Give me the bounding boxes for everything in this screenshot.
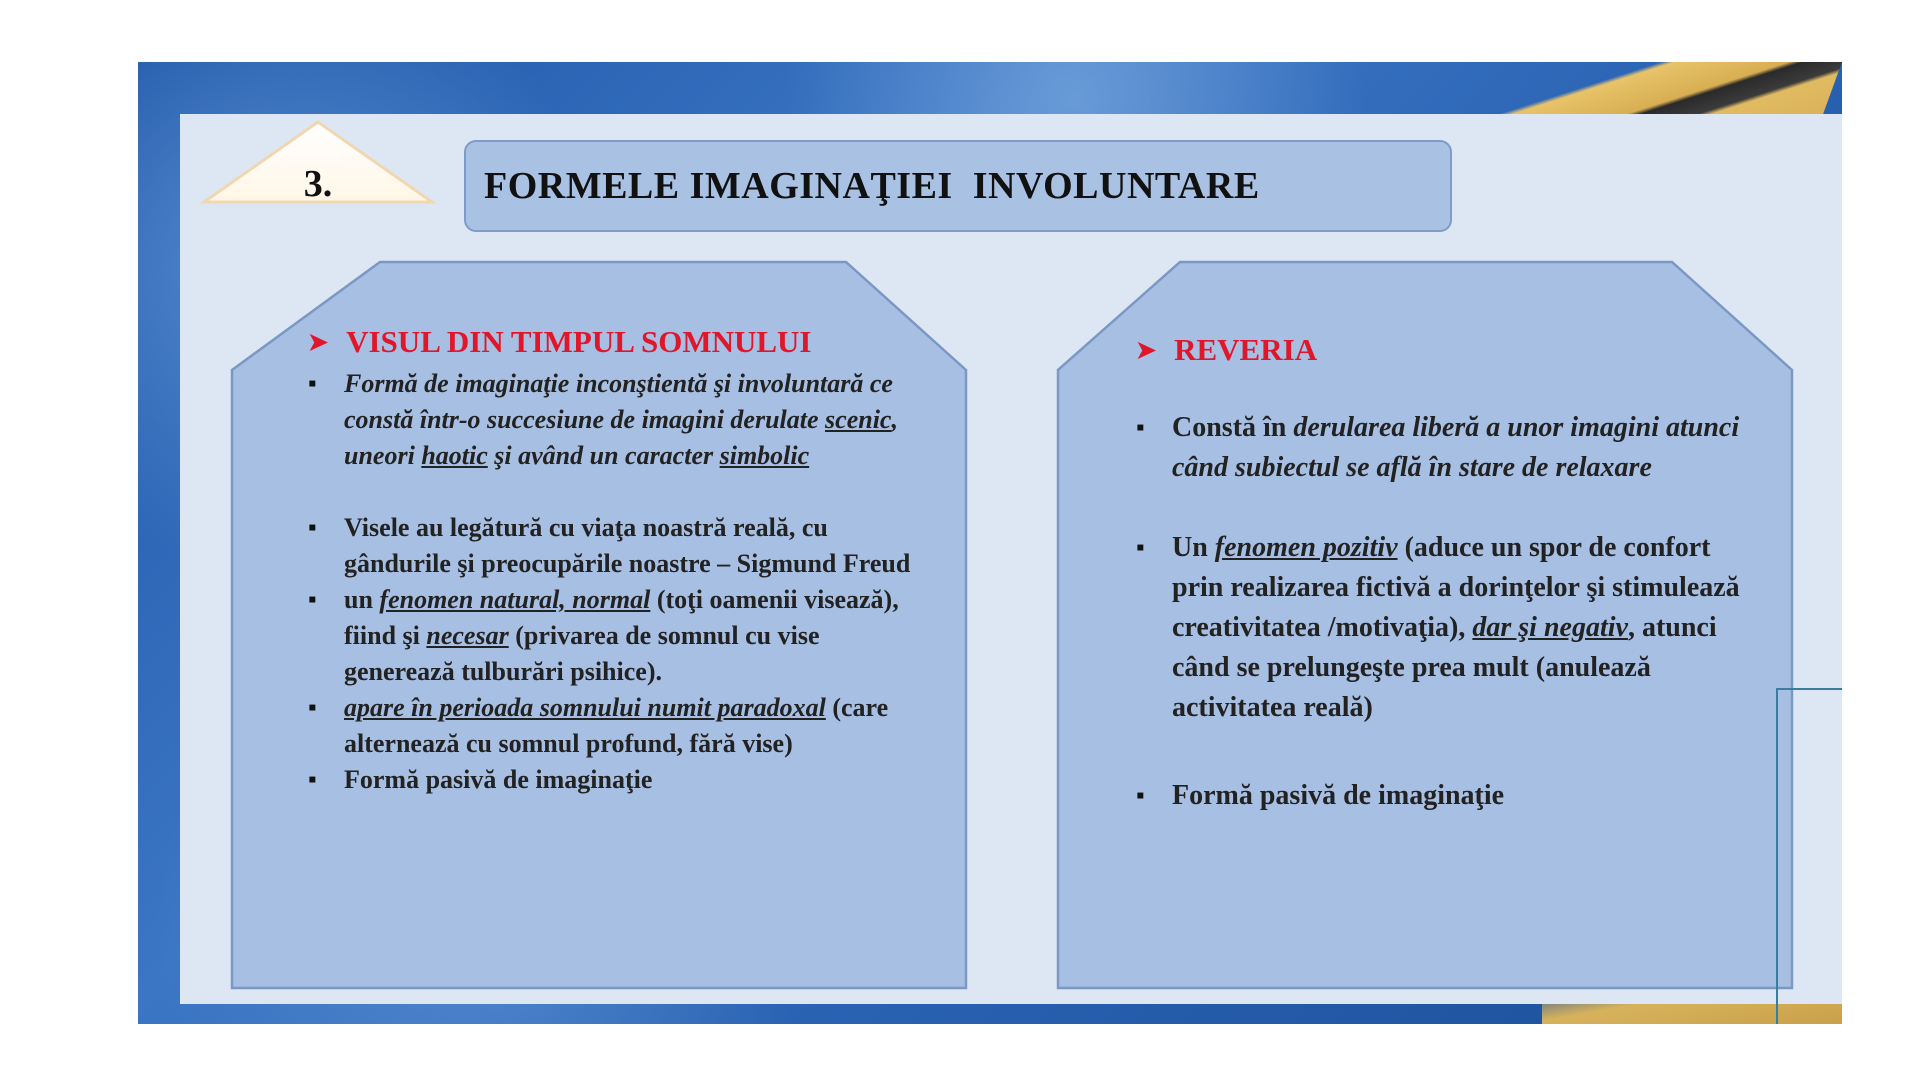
reverie-bullet-list bbox=[1136, 408, 1754, 816]
bullet-text: Un bbox=[1172, 532, 1215, 563]
bullet-underlined: haotic bbox=[421, 441, 488, 470]
title-box bbox=[464, 140, 1452, 232]
reverie-card bbox=[1056, 260, 1794, 990]
bullet-italic: derularea liberă a unor imagini atunci când subiectul se află în stare de relaxare bbox=[1172, 412, 1740, 483]
bullet-text: şi având un caracter bbox=[487, 441, 720, 470]
slide-panel bbox=[180, 114, 1842, 1004]
bullet-underlined: fenomen natural, normal bbox=[379, 585, 651, 614]
dream-heading bbox=[308, 324, 928, 360]
bullet-text: Formă pasivă de imaginaţie bbox=[344, 765, 653, 794]
bullet-underlined: necesar bbox=[426, 621, 509, 650]
bullet-text: (privarea de somnul cu vise generează tulburări psihice). bbox=[344, 621, 820, 686]
bullet-text: Formă pasivă de imaginaţie bbox=[1172, 780, 1505, 811]
arrowhead-icon: ➤ bbox=[308, 329, 329, 356]
bullet-text: Constă în bbox=[1172, 412, 1294, 443]
list-item bbox=[308, 582, 928, 690]
bullet-underlined: simbolic bbox=[719, 441, 810, 470]
list-item bbox=[1136, 528, 1754, 728]
reverie-heading-text: REVERIA bbox=[1174, 332, 1318, 367]
dream-card-content bbox=[308, 324, 928, 798]
list-item bbox=[1136, 776, 1754, 816]
side-connector-line bbox=[1776, 688, 1842, 1024]
list-item bbox=[308, 690, 928, 762]
bullet-text: un bbox=[344, 585, 380, 614]
bullet-text: , uneori bbox=[344, 405, 898, 470]
number-badge bbox=[200, 120, 436, 204]
bullet-text: (toţi oamenii visează), fiind şi bbox=[344, 585, 899, 650]
bullet-text: Visele au legătură cu viaţa noastră reală, cu gândurile şi preocupările noastre – Sigmund Freud bbox=[344, 513, 911, 578]
slide-number: 3. bbox=[303, 163, 333, 205]
arrowhead-icon: ➤ bbox=[1136, 337, 1157, 364]
dream-bullet-list bbox=[308, 366, 928, 798]
bullet-underlined: fenomen pozitiv bbox=[1214, 532, 1398, 563]
list-item bbox=[308, 366, 928, 474]
list-item bbox=[1136, 408, 1754, 488]
bullet-underlined: dar şi negativ bbox=[1472, 612, 1628, 643]
reverie-card-content bbox=[1136, 332, 1754, 816]
slide-title: FORMELE IMAGINAŢIEI INVOLUNTARE bbox=[484, 165, 1260, 207]
bullet-underlined: apare în perioada somnului numit paradoxal bbox=[344, 693, 826, 722]
bullet-text: (aduce un spor de confort prin realizarea fictivă a dorinţelor şi stimulează creativitatea /motivaţia), bbox=[1172, 532, 1740, 643]
slide-frame bbox=[138, 62, 1842, 1024]
bullet-text: (care alternează cu somnul profund, fără vise) bbox=[344, 693, 889, 758]
dream-card bbox=[230, 260, 968, 990]
dream-heading-text: VISUL DIN TIMPUL SOMNULUI bbox=[346, 324, 812, 359]
bullet-text: , atunci când se prelungeşte prea mult (anulează activitatea reală) bbox=[1172, 612, 1717, 723]
list-item bbox=[308, 762, 928, 798]
reverie-heading bbox=[1136, 332, 1754, 368]
list-item bbox=[308, 510, 928, 582]
bullet-underlined: scenic bbox=[825, 405, 892, 434]
bullet-text: Formă de imaginaţie inconştientă şi involuntară ce constă într-o succesiune de imagini derulate bbox=[344, 369, 893, 434]
